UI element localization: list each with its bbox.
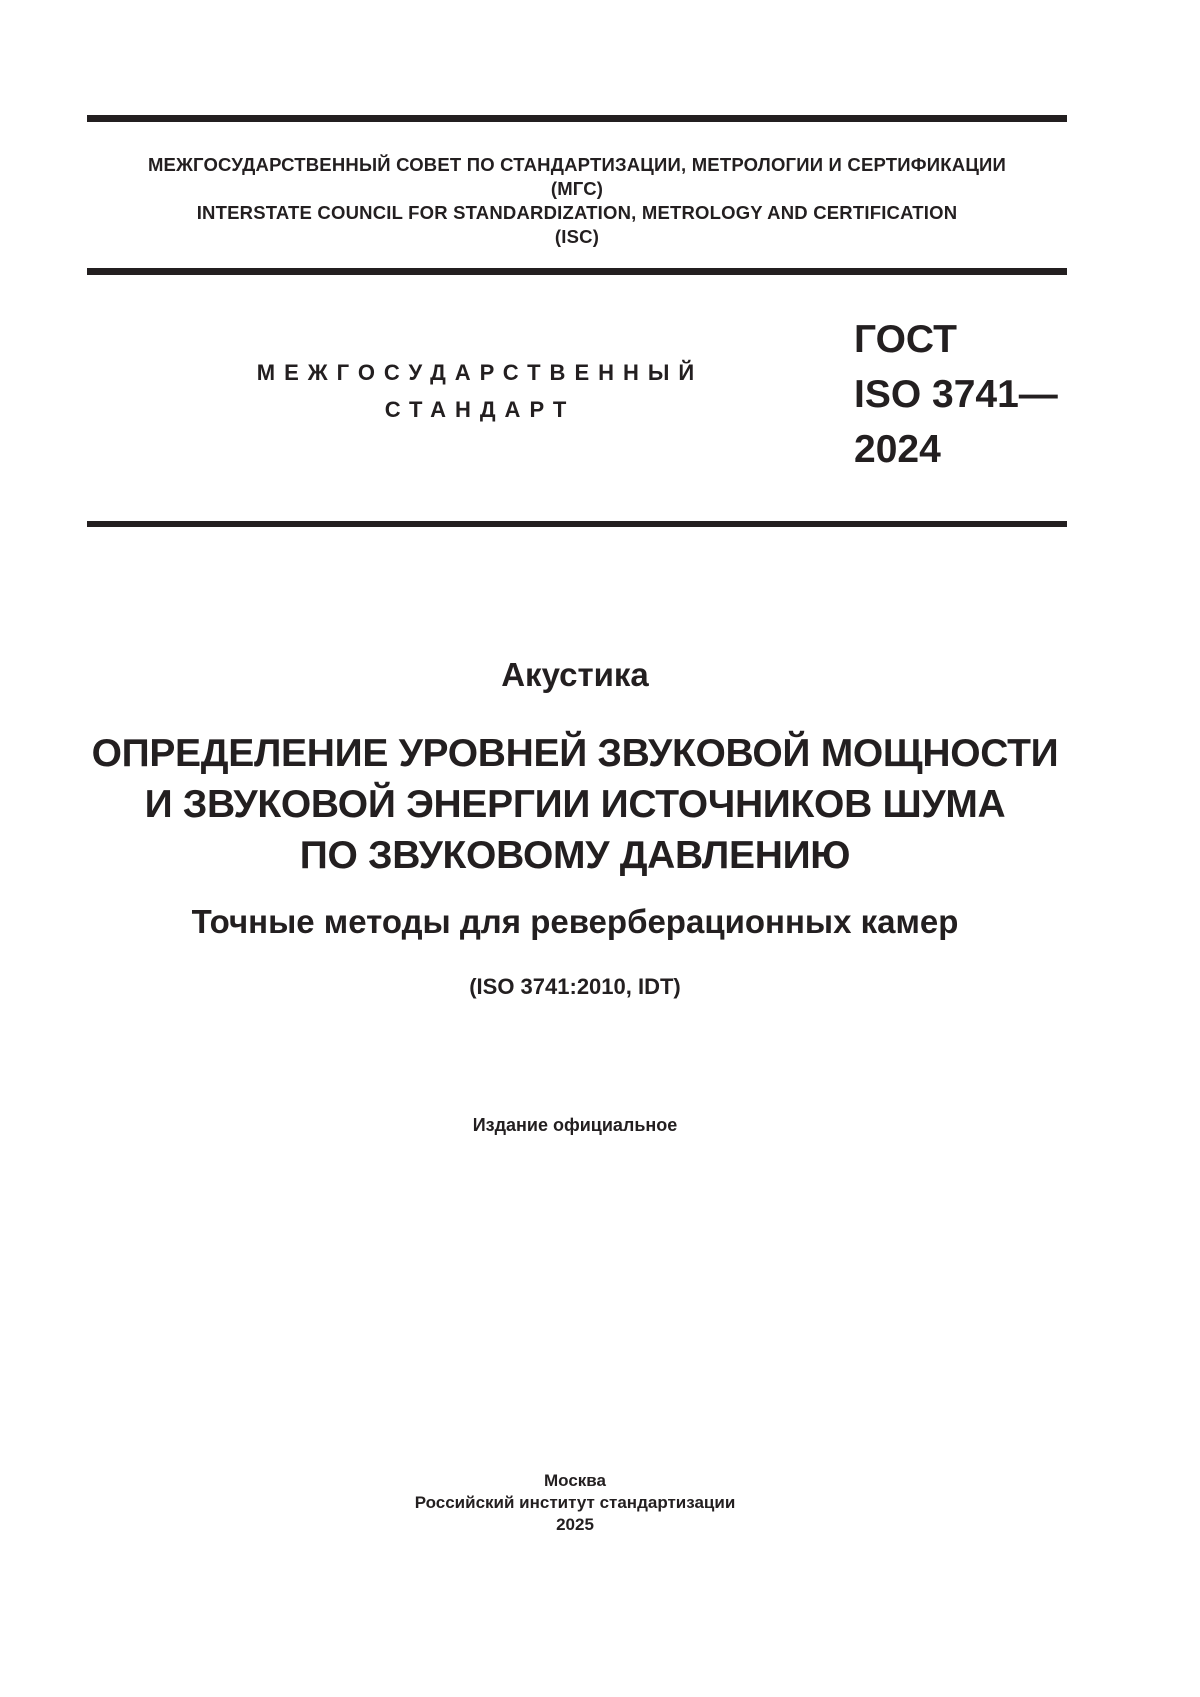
designation-gost: ГОСТ: [854, 318, 957, 361]
publisher-organization: Российский институт стандартизации: [414, 1493, 736, 1512]
standard-type-line2: СТАНДАРТ: [384, 397, 576, 422]
standard-type-line1: МЕЖГОСУДАРСТВЕННЫЙ: [256, 360, 704, 385]
publisher-info: [60, 1470, 1090, 1536]
title-line3: ПО ЗВУКОВОМУ ДАВЛЕНИЮ: [299, 834, 851, 877]
edition-note: Издание официальное: [472, 1115, 678, 1135]
middle-divider: [87, 268, 1067, 275]
designation-year: 2024: [854, 428, 941, 471]
document-title: [60, 728, 1090, 881]
standard-type: [200, 354, 760, 428]
publisher-city: Москва: [544, 1471, 606, 1490]
standard-designation: [854, 312, 1058, 477]
designation-iso-number: ISO 3741—: [854, 373, 1058, 416]
top-divider: [87, 115, 1067, 122]
council-header: [87, 153, 1067, 249]
council-abbr-ru: (МГС): [550, 178, 604, 199]
council-name-en: INTERSTATE COUNCIL FOR STANDARDIZATION, METROLOGY AND CERTIFICATION: [196, 202, 958, 223]
bottom-divider: [87, 521, 1067, 527]
document-subtitle: Точные методы для реверберационных камер: [191, 903, 959, 940]
publisher-year: 2025: [556, 1515, 594, 1534]
title-line1: ОПРЕДЕЛЕНИЕ УРОВНЕЙ ЗВУКОВОЙ МОЩНОСТИ: [91, 732, 1059, 775]
title-line2: И ЗВУКОВОЙ ЭНЕРГИИ ИСТОЧНИКОВ ШУМА: [144, 783, 1006, 826]
council-abbr-en: (ISC): [554, 226, 600, 247]
document-subject: Акустика: [501, 656, 649, 693]
iso-reference: (ISO 3741:2010, IDT): [469, 974, 681, 999]
council-name-ru: МЕЖГОСУДАРСТВЕННЫЙ СОВЕТ ПО СТАНДАРТИЗАЦИИ, МЕТРОЛОГИИ И СЕРТИФИКАЦИИ: [147, 154, 1007, 175]
